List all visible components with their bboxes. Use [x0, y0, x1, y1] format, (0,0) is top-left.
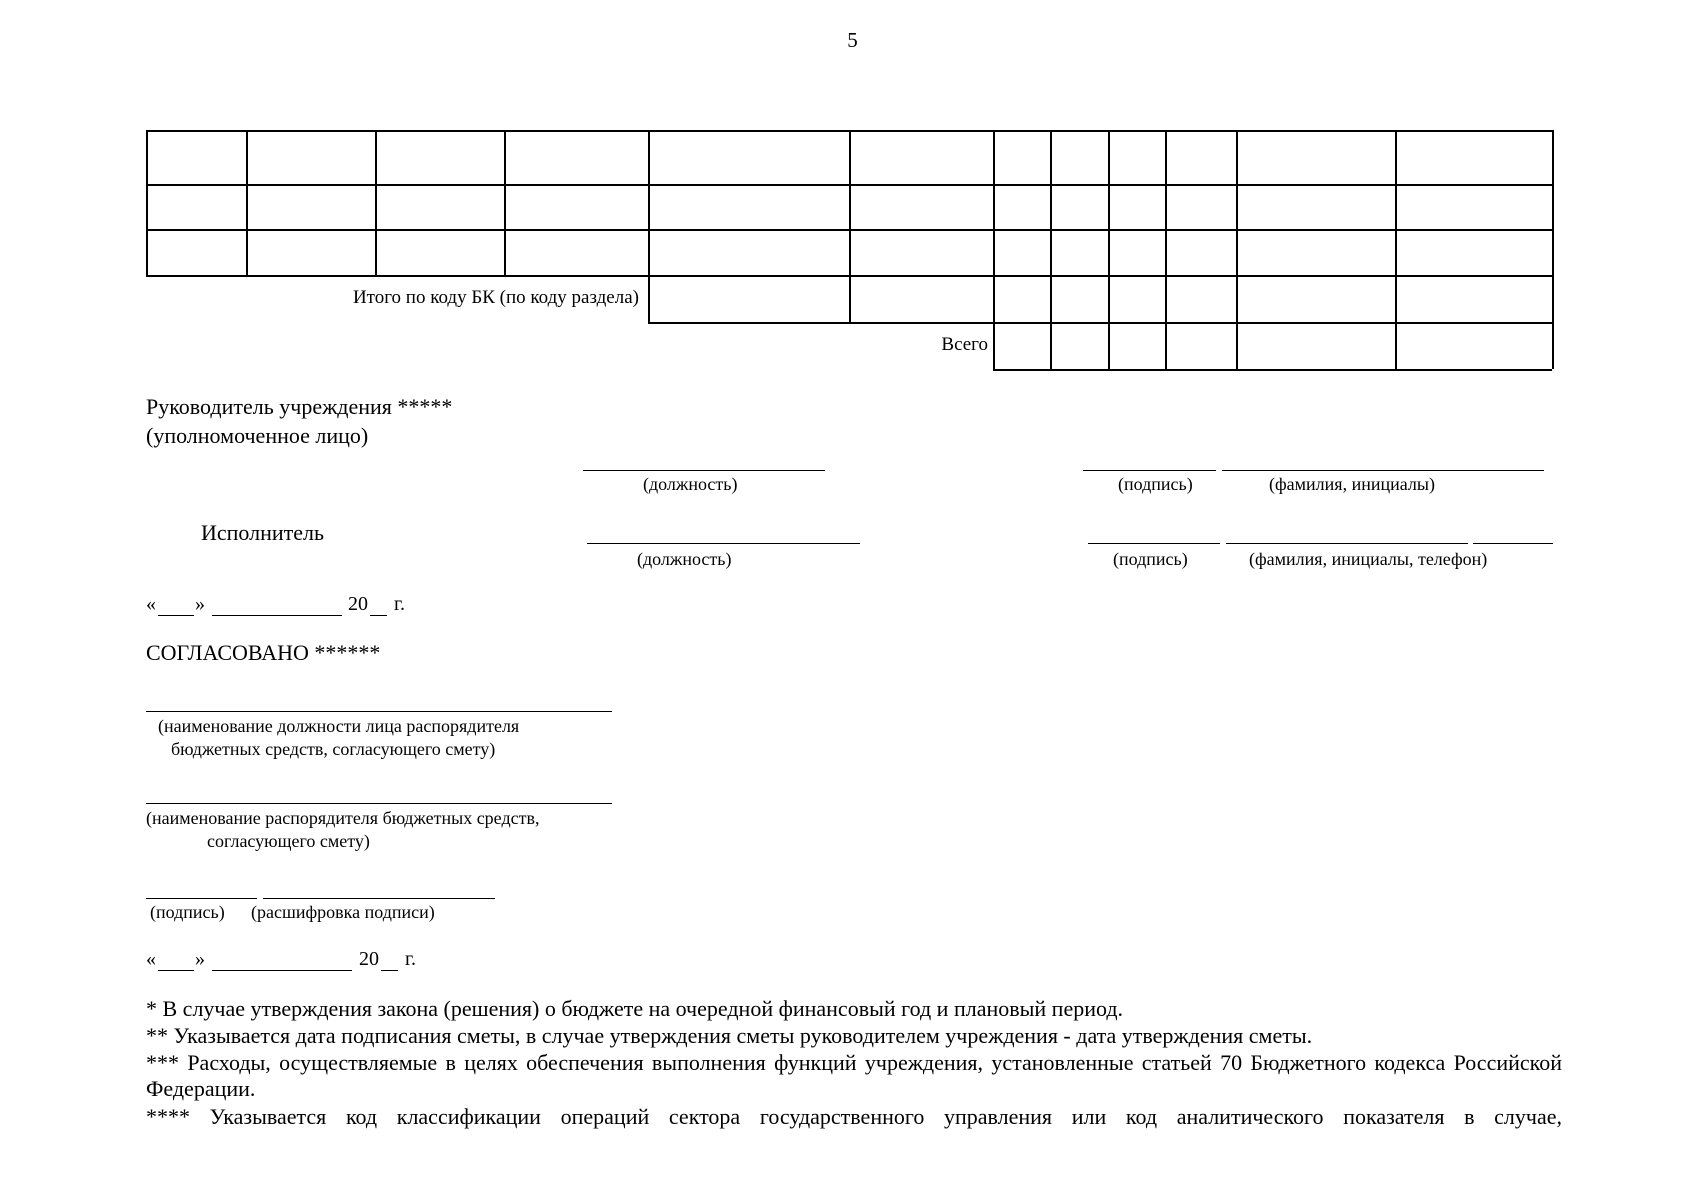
date-close-quote: »: [195, 593, 205, 615]
head-name-line[interactable]: [1222, 470, 1544, 471]
table-line: [1050, 130, 1052, 369]
head-signature-line[interactable]: [1083, 470, 1216, 471]
table-line: [1395, 130, 1397, 369]
footnote-4: **** Указывается код классификации операций сектора государственного управления или код аналитического показателя в случае,: [146, 1104, 1562, 1129]
date-close-quote: »: [195, 948, 205, 970]
executor-signature-caption: (подпись): [1113, 549, 1188, 569]
table-line: [993, 130, 995, 369]
approval-position-caption-1: (наименование должности лица распорядителя: [158, 716, 520, 736]
approval-manager-line[interactable]: [146, 803, 612, 804]
table-line: [1236, 130, 1238, 369]
date-year-prefix: 20: [359, 948, 379, 970]
table-line: [849, 130, 851, 322]
executor-phone-line[interactable]: [1473, 543, 1553, 544]
approval-manager-caption-2: согласующего смету): [207, 831, 370, 851]
executor-position-line[interactable]: [587, 543, 860, 544]
footnote-3: *** Расходы, осуществляемые в целях обеспечения выполнения функций учреждения, установленные статьей 70 Бюджетного кодекса Российской Федерации.: [146, 1050, 1562, 1101]
date-year-line[interactable]: [381, 970, 398, 971]
table-line: [1165, 130, 1167, 369]
table-line: [1108, 130, 1110, 369]
footnote-2: ** Указывается дата подписания сметы, в случае утверждения сметы руководителем учреждения - дата утверждения сметы.: [146, 1023, 1313, 1048]
table-line: [1552, 130, 1554, 369]
approval-position-line[interactable]: [146, 711, 612, 712]
total-label: Всего: [941, 334, 988, 355]
head-position-line[interactable]: [583, 470, 825, 471]
head-name-caption: (фамилия, инициалы): [1269, 474, 1435, 494]
date-year-prefix: 20: [348, 593, 368, 615]
table-line: [648, 130, 650, 322]
executor-title: Исполнитель: [201, 520, 325, 545]
head-title: Руководитель учреждения *****: [146, 394, 453, 419]
date-month-line[interactable]: [212, 970, 352, 971]
date-month-line[interactable]: [212, 615, 342, 616]
date-year-suffix: г.: [394, 593, 405, 615]
date-open-quote: «: [146, 948, 156, 970]
approval-signature-caption: (подпись): [150, 902, 225, 922]
date-year-line[interactable]: [370, 615, 387, 616]
page-number: 5: [847, 28, 858, 52]
executor-name-line[interactable]: [1226, 543, 1468, 544]
approval-title: СОГЛАСОВАНО ******: [146, 640, 381, 665]
head-position-caption: (должность): [643, 474, 738, 494]
date-open-quote: «: [146, 593, 156, 615]
approval-decryption-line[interactable]: [263, 898, 495, 899]
executor-position-caption: (должность): [637, 549, 732, 569]
table-line: [648, 322, 1552, 324]
table-line: [146, 130, 148, 275]
table-line: [375, 130, 377, 275]
approval-signature-line[interactable]: [146, 898, 257, 899]
date-year-suffix: г.: [405, 948, 416, 970]
approval-manager-caption-1: (наименование распорядителя бюджетных средств,: [146, 808, 540, 828]
head-signature-caption: (подпись): [1118, 474, 1193, 494]
table-line: [993, 369, 1552, 371]
head-subtitle: (уполномоченное лицо): [146, 423, 369, 448]
subtotal-label: Итого по коду БК (по коду раздела): [352, 287, 639, 308]
executor-name-caption: (фамилия, инициалы, телефон): [1249, 549, 1488, 569]
date-day-line[interactable]: [158, 615, 194, 616]
table-line: [246, 130, 248, 275]
executor-signature-line[interactable]: [1088, 543, 1220, 544]
approval-position-caption-2: бюджетных средств, согласующего смету): [171, 739, 496, 759]
date-day-line[interactable]: [158, 970, 194, 971]
footnote-1: * В случае утверждения закона (решения) о бюджете на очередной финансовый год и плановый период.: [146, 996, 1124, 1021]
approval-decryption-caption: (расшифровка подписи): [251, 902, 435, 922]
table-line: [504, 130, 506, 275]
